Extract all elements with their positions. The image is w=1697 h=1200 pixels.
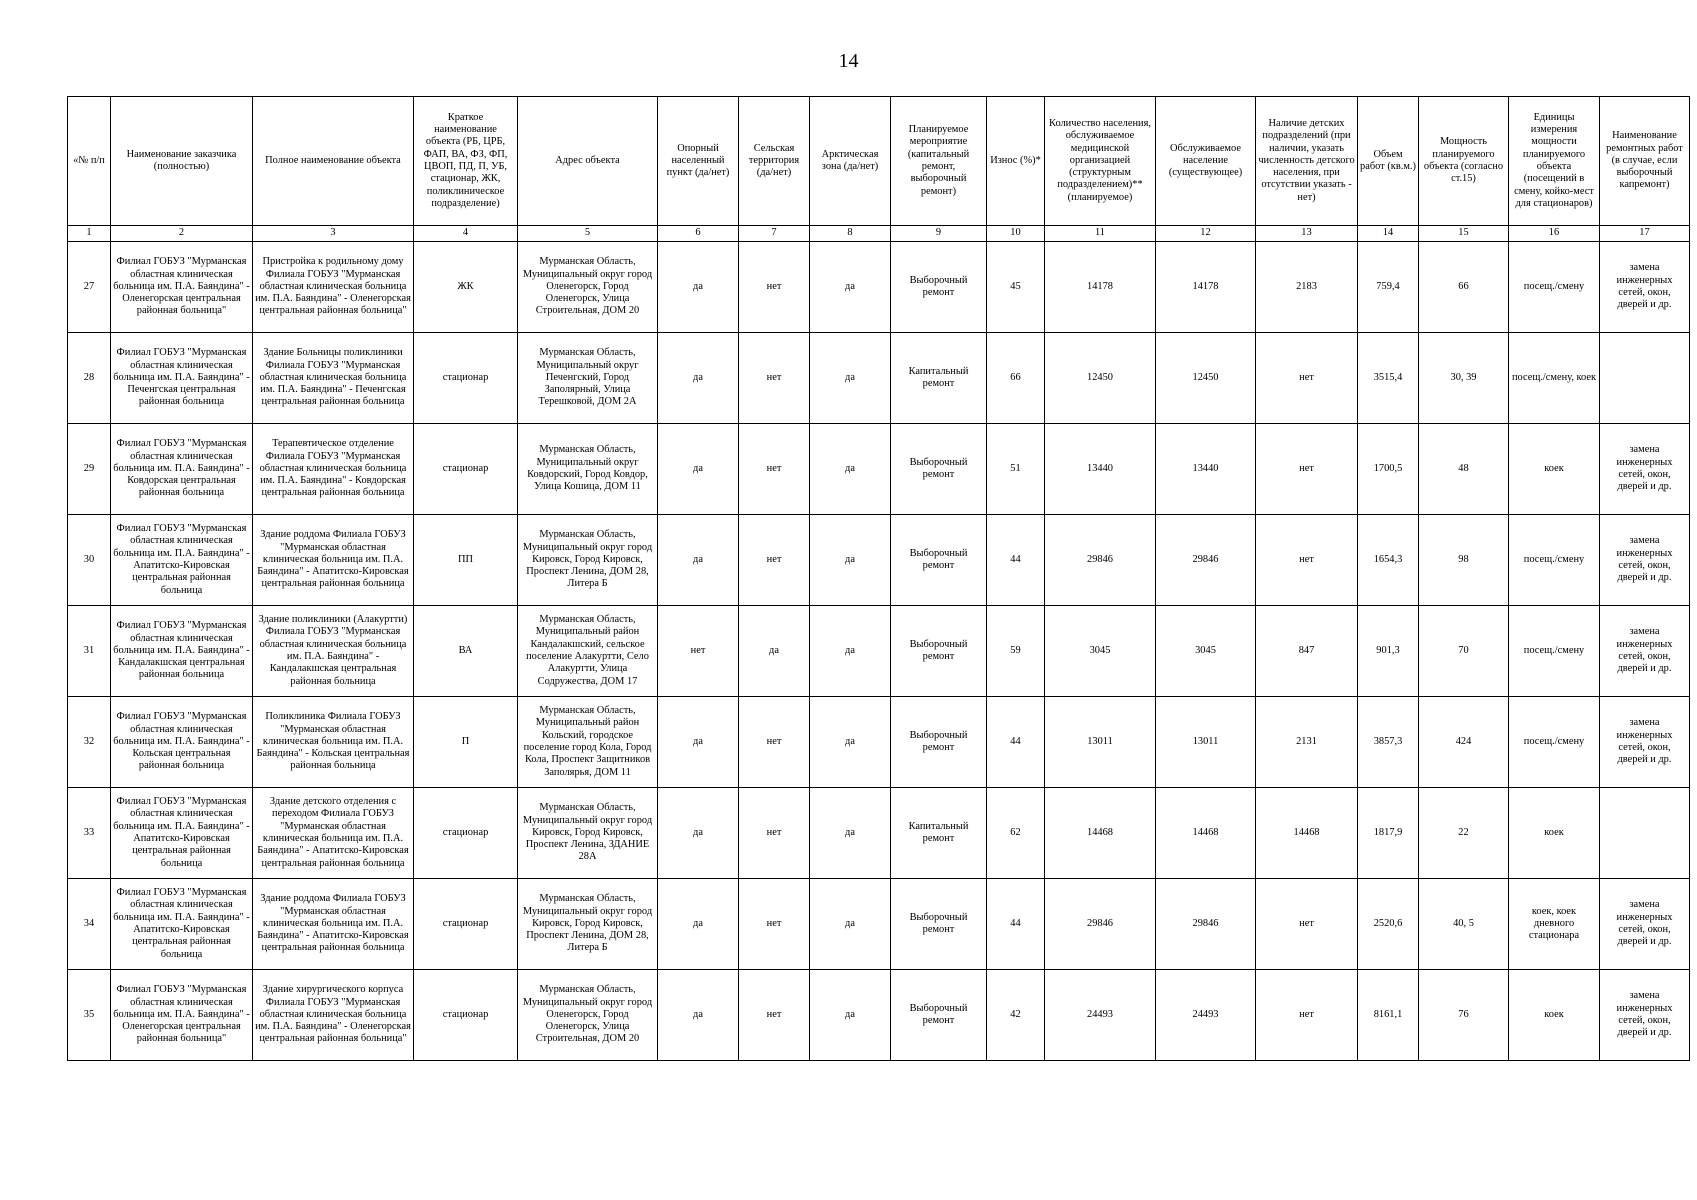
column-number-row <box>68 226 1690 242</box>
column-header: Единицы измерения мощности планируемого объекта (посещений в смену, койко-мест для стационаров) <box>1509 97 1600 226</box>
table-cell: 759,4 <box>1358 242 1419 333</box>
table-cell: 62 <box>987 788 1045 879</box>
table-cell: Выборочный ремонт <box>891 242 987 333</box>
table-cell: да <box>658 242 739 333</box>
table-cell: Поликлиника Филиала ГОБУЗ "Мурманская областная клиническая больница им. П.А. Баяндина" - Кольская центральная районная больница <box>253 697 414 788</box>
table-cell: стационар <box>414 879 518 970</box>
column-number: 8 <box>810 226 891 242</box>
table-cell: 14468 <box>1045 788 1156 879</box>
table-cell: Филиал ГОБУЗ "Мурманская областная клиническая больница им. П.А. Баяндина" - Апатитско-Кировская центральная районная больница <box>111 879 253 970</box>
table-cell: да <box>658 879 739 970</box>
table-cell: стационар <box>414 970 518 1061</box>
table-cell: Мурманская Область, Муниципальный округ город Кировск, Город Кировск, Проспект Ленина, ДОМ 28, Литера Б <box>518 879 658 970</box>
table-cell: 1654,3 <box>1358 515 1419 606</box>
table-cell: да <box>658 970 739 1061</box>
table-cell: нет <box>1256 879 1358 970</box>
table-cell: ВА <box>414 606 518 697</box>
table-cell: Здание хирургического корпуса Филиала ГОБУЗ "Мурманская областная клиническая больница им. П.А. Баяндина" - Оленегорская центральная районная больница" <box>253 970 414 1061</box>
table-cell: 29846 <box>1156 515 1256 606</box>
table-cell: 13440 <box>1045 424 1156 515</box>
table-cell: Филиал ГОБУЗ "Мурманская областная клиническая больница им. П.А. Баяндина" - Печенгская центральная районная больница <box>111 333 253 424</box>
table-cell: 24493 <box>1045 970 1156 1061</box>
table-cell: 44 <box>987 879 1045 970</box>
repair-objects-table <box>67 96 1690 1061</box>
table-cell: нет <box>658 606 739 697</box>
table-cell: Мурманская Область, Муниципальный округ Ковдорский, Город Ковдор, Улица Кошица, ДОМ 11 <box>518 424 658 515</box>
table-cell: 2520,6 <box>1358 879 1419 970</box>
table-cell: посещ./смену <box>1509 242 1600 333</box>
table-cell: 8161,1 <box>1358 970 1419 1061</box>
table-cell: 76 <box>1419 970 1509 1061</box>
column-number: 4 <box>414 226 518 242</box>
table-cell: 2131 <box>1256 697 1358 788</box>
column-header: Наименование заказчика (полностью) <box>111 97 253 226</box>
table-cell: 32 <box>68 697 111 788</box>
column-header: Количество населения, обслуживаемое медицинской организацией (структурным подразделением)** (планируемое) <box>1045 97 1156 226</box>
table-cell: 33 <box>68 788 111 879</box>
table-row <box>68 606 1690 697</box>
table-cell: 30 <box>68 515 111 606</box>
column-header: Мощность планируемого объекта (согласно ст.15) <box>1419 97 1509 226</box>
table-cell: 1817,9 <box>1358 788 1419 879</box>
table-cell: 901,3 <box>1358 606 1419 697</box>
table-cell: да <box>739 606 810 697</box>
column-header: Наименование ремонтных работ (в случае, если выборочный капремонт) <box>1600 97 1690 226</box>
table-cell: 42 <box>987 970 1045 1061</box>
table-cell: нет <box>739 333 810 424</box>
table-cell: 66 <box>987 333 1045 424</box>
table-cell: 2183 <box>1256 242 1358 333</box>
table-cell: Капитальный ремонт <box>891 333 987 424</box>
table-cell: нет <box>739 788 810 879</box>
table-cell: Филиал ГОБУЗ "Мурманская областная клиническая больница им. П.А. Баяндина" - Ковдорская центральная районная больница <box>111 424 253 515</box>
column-number: 15 <box>1419 226 1509 242</box>
table-cell: замена инженерных сетей, окон, дверей и др. <box>1600 424 1690 515</box>
column-number: 13 <box>1256 226 1358 242</box>
table-cell: коек <box>1509 970 1600 1061</box>
table-row <box>68 879 1690 970</box>
table-row <box>68 424 1690 515</box>
table-cell: Филиал ГОБУЗ "Мурманская областная клиническая больница им. П.А. Баяндина" - Апатитско-Кировская центральная районная больница <box>111 788 253 879</box>
column-header: Адрес объекта <box>518 97 658 226</box>
table-cell: 44 <box>987 515 1045 606</box>
table-cell: нет <box>739 697 810 788</box>
column-number: 17 <box>1600 226 1690 242</box>
column-header: Наличие детских подразделений (при наличии, указать численность детского населения, при отсутствии указать - нет) <box>1256 97 1358 226</box>
column-header: «№ п/п <box>68 97 111 226</box>
table-cell: нет <box>1256 424 1358 515</box>
column-header: Сельская территория (да/нет) <box>739 97 810 226</box>
table-row <box>68 970 1690 1061</box>
table-cell: 29846 <box>1156 879 1256 970</box>
table-cell: Терапевтическое отделение Филиала ГОБУЗ "Мурманская областная клиническая больница им. П.А. Баяндина" - Ковдорская центральная районная больница <box>253 424 414 515</box>
table-row <box>68 333 1690 424</box>
table-cell: да <box>658 333 739 424</box>
table-cell: да <box>658 424 739 515</box>
column-header: Арктическая зона (да/нет) <box>810 97 891 226</box>
table-cell: да <box>810 879 891 970</box>
table-cell: 12450 <box>1156 333 1256 424</box>
table-cell: коек <box>1509 424 1600 515</box>
table-cell: да <box>810 424 891 515</box>
table-cell: да <box>810 697 891 788</box>
table-cell: Капитальный ремонт <box>891 788 987 879</box>
table-cell: Выборочный ремонт <box>891 606 987 697</box>
table-cell: стационар <box>414 333 518 424</box>
column-header: Объем работ (кв.м.) <box>1358 97 1419 226</box>
table-cell: замена инженерных сетей, окон, дверей и др. <box>1600 879 1690 970</box>
table-cell: посещ./смену, коек <box>1509 333 1600 424</box>
table-cell: нет <box>1256 333 1358 424</box>
table-cell: Выборочный ремонт <box>891 515 987 606</box>
table-cell: 66 <box>1419 242 1509 333</box>
table-cell: замена инженерных сетей, окон, дверей и др. <box>1600 606 1690 697</box>
column-number: 6 <box>658 226 739 242</box>
table-cell: да <box>810 242 891 333</box>
table-row <box>68 515 1690 606</box>
table-cell: 14178 <box>1156 242 1256 333</box>
table-cell: нет <box>739 515 810 606</box>
table-cell: 98 <box>1419 515 1509 606</box>
table-cell: да <box>658 515 739 606</box>
table-cell: посещ./смену <box>1509 606 1600 697</box>
column-number: 14 <box>1358 226 1419 242</box>
table-cell: 424 <box>1419 697 1509 788</box>
table-cell: Мурманская Область, Муниципальный округ город Оленегорск, Город Оленегорск, Улица Строительная, ДОМ 20 <box>518 242 658 333</box>
table-cell: Филиал ГОБУЗ "Мурманская областная клиническая больница им. П.А. Баяндина" - Кольская центральная районная больница <box>111 697 253 788</box>
table-cell: 70 <box>1419 606 1509 697</box>
table-cell: 28 <box>68 333 111 424</box>
table-cell: 14468 <box>1256 788 1358 879</box>
table-cell: Здание детского отделения с переходом Филиала ГОБУЗ "Мурманская областная клиническая больница им. П.А. Баяндина" - Апатитско-Кировская центральная районная больница <box>253 788 414 879</box>
table-cell: 13440 <box>1156 424 1256 515</box>
table-row <box>68 697 1690 788</box>
table-cell: 22 <box>1419 788 1509 879</box>
table-cell: замена инженерных сетей, окон, дверей и др. <box>1600 515 1690 606</box>
column-header: Обслуживаемое население (существующее) <box>1156 97 1256 226</box>
table-cell: Выборочный ремонт <box>891 879 987 970</box>
table-body <box>68 242 1690 1061</box>
table-row <box>68 788 1690 879</box>
table-cell <box>1600 788 1690 879</box>
table-cell: да <box>658 788 739 879</box>
column-number: 9 <box>891 226 987 242</box>
table-cell: Филиал ГОБУЗ "Мурманская областная клиническая больница им. П.А. Баяндина" - Оленегорская центральная районная больница" <box>111 242 253 333</box>
table-cell: Мурманская Область, Муниципальный округ город Кировск, Город Кировск, Проспект Ленина, ЗДАНИЕ 28А <box>518 788 658 879</box>
column-number: 12 <box>1156 226 1256 242</box>
table-cell <box>1600 333 1690 424</box>
table-cell: коек <box>1509 788 1600 879</box>
table-cell: Мурманская Область, Муниципальный округ город Кировск, Город Кировск, Проспект Ленина, ДОМ 28, Литера Б <box>518 515 658 606</box>
table-cell: 30, 39 <box>1419 333 1509 424</box>
column-number: 5 <box>518 226 658 242</box>
column-number: 3 <box>253 226 414 242</box>
table-cell: Здание Больницы поликлиники Филиала ГОБУЗ "Мурманская областная клиническая больница им. П.А. Баяндина" - Печенгская центральная районная больница <box>253 333 414 424</box>
table-cell: 3515,4 <box>1358 333 1419 424</box>
table-cell: 29846 <box>1045 515 1156 606</box>
table-cell: нет <box>1256 970 1358 1061</box>
table-cell: стационар <box>414 788 518 879</box>
table-cell: Филиал ГОБУЗ "Мурманская областная клиническая больница им. П.А. Баяндина" - Оленегорская центральная районная больница" <box>111 970 253 1061</box>
table-cell: 44 <box>987 697 1045 788</box>
table-cell: Мурманская Область, Муниципальный район Кольский, городское поселение город Кола, Город Кола, Проспект Защитников Заполярья, ДОМ 11 <box>518 697 658 788</box>
table-cell: 3045 <box>1156 606 1256 697</box>
table-cell: да <box>810 970 891 1061</box>
table-cell: нет <box>739 424 810 515</box>
table-cell: 59 <box>987 606 1045 697</box>
column-header: Опорный населенный пункт (да/нет) <box>658 97 739 226</box>
page-number: 14 <box>838 50 859 72</box>
table-cell: 31 <box>68 606 111 697</box>
table-cell: П <box>414 697 518 788</box>
table-cell: нет <box>739 242 810 333</box>
column-header: Планируемое мероприятие (капитальный ремонт, выборочный ремонт) <box>891 97 987 226</box>
table-cell: 51 <box>987 424 1045 515</box>
table-cell: 45 <box>987 242 1045 333</box>
table-cell: Пристройка к родильному дому Филиала ГОБУЗ "Мурманская областная клиническая больница им. П.А. Баяндина" - Оленегорская центральная районная больница" <box>253 242 414 333</box>
table-cell: коек, коек дневного стационара <box>1509 879 1600 970</box>
table-cell: нет <box>739 970 810 1061</box>
table-cell: 3857,3 <box>1358 697 1419 788</box>
table-cell: Выборочный ремонт <box>891 697 987 788</box>
table-cell: ЖК <box>414 242 518 333</box>
column-header: Краткое наименование объекта (РБ, ЦРБ, ФАП, ВА, ФЗ, ФП, ЦВОП, ПД, П, УБ, стационар, ЖК, поликлиническое подразделение) <box>414 97 518 226</box>
table-cell: Мурманская Область, Муниципальный район Кандалакшский, сельское поселение Алакуртти, Село Алакуртти, Улица Содружества, ДОМ 17 <box>518 606 658 697</box>
table-cell: замена инженерных сетей, окон, дверей и др. <box>1600 697 1690 788</box>
table-cell: 34 <box>68 879 111 970</box>
table-cell: Здание поликлиники (Алакуртти) Филиала ГОБУЗ "Мурманская областная клиническая больница им. П.А. Баяндина" - Кандалакшская центральная районная больница <box>253 606 414 697</box>
table-cell: 29 <box>68 424 111 515</box>
table-cell: 13011 <box>1156 697 1256 788</box>
table-cell: Филиал ГОБУЗ "Мурманская областная клиническая больница им. П.А. Баяндина" - Кандалакшская центральная районная больница <box>111 606 253 697</box>
table-cell: да <box>810 788 891 879</box>
table-row <box>68 242 1690 333</box>
table-cell: 12450 <box>1045 333 1156 424</box>
table-cell: Здание роддома Филиала ГОБУЗ "Мурманская областная клиническая больница им. П.А. Баяндина" - Апатитско-Кировская центральная районная больница <box>253 879 414 970</box>
table-cell: да <box>810 515 891 606</box>
table-cell: 14468 <box>1156 788 1256 879</box>
table-cell: Выборочный ремонт <box>891 424 987 515</box>
column-header: Износ (%)* <box>987 97 1045 226</box>
column-header: Полное наименование объекта <box>253 97 414 226</box>
table-cell: посещ./смену <box>1509 697 1600 788</box>
table-cell: 40, 5 <box>1419 879 1509 970</box>
table-cell: посещ./смену <box>1509 515 1600 606</box>
table-cell: 48 <box>1419 424 1509 515</box>
table-cell: да <box>658 697 739 788</box>
header-row <box>68 97 1690 226</box>
table-cell: 14178 <box>1045 242 1156 333</box>
column-number: 11 <box>1045 226 1156 242</box>
table-cell: Здание роддома Филиала ГОБУЗ "Мурманская областная клиническая больница им. П.А. Баяндина" - Апатитско-Кировская центральная районная больница <box>253 515 414 606</box>
table-cell: 1700,5 <box>1358 424 1419 515</box>
column-number: 10 <box>987 226 1045 242</box>
table-cell: 27 <box>68 242 111 333</box>
column-number: 1 <box>68 226 111 242</box>
table-cell: 35 <box>68 970 111 1061</box>
table-cell: 3045 <box>1045 606 1156 697</box>
column-number: 7 <box>739 226 810 242</box>
table-cell: 847 <box>1256 606 1358 697</box>
table-cell: Филиал ГОБУЗ "Мурманская областная клиническая больница им. П.А. Баяндина" - Апатитско-Кировская центральная районная больница <box>111 515 253 606</box>
table-cell: ПП <box>414 515 518 606</box>
table-cell: замена инженерных сетей, окон, дверей и др. <box>1600 242 1690 333</box>
table-cell: 29846 <box>1045 879 1156 970</box>
table-cell: стационар <box>414 424 518 515</box>
table-cell: Мурманская Область, Муниципальный округ город Оленегорск, Город Оленегорск, Улица Строительная, ДОМ 20 <box>518 970 658 1061</box>
table-cell: замена инженерных сетей, окон, дверей и др. <box>1600 970 1690 1061</box>
table-cell: нет <box>739 879 810 970</box>
table-cell: нет <box>1256 515 1358 606</box>
table-cell: Выборочный ремонт <box>891 970 987 1061</box>
table-cell: 24493 <box>1156 970 1256 1061</box>
column-number: 16 <box>1509 226 1600 242</box>
column-number: 2 <box>111 226 253 242</box>
table-cell: Мурманская Область, Муниципальный округ Печенгский, Город Заполярный, Улица Терешковой, ДОМ 2А <box>518 333 658 424</box>
table-cell: 13011 <box>1045 697 1156 788</box>
table-cell: да <box>810 333 891 424</box>
table-cell: да <box>810 606 891 697</box>
